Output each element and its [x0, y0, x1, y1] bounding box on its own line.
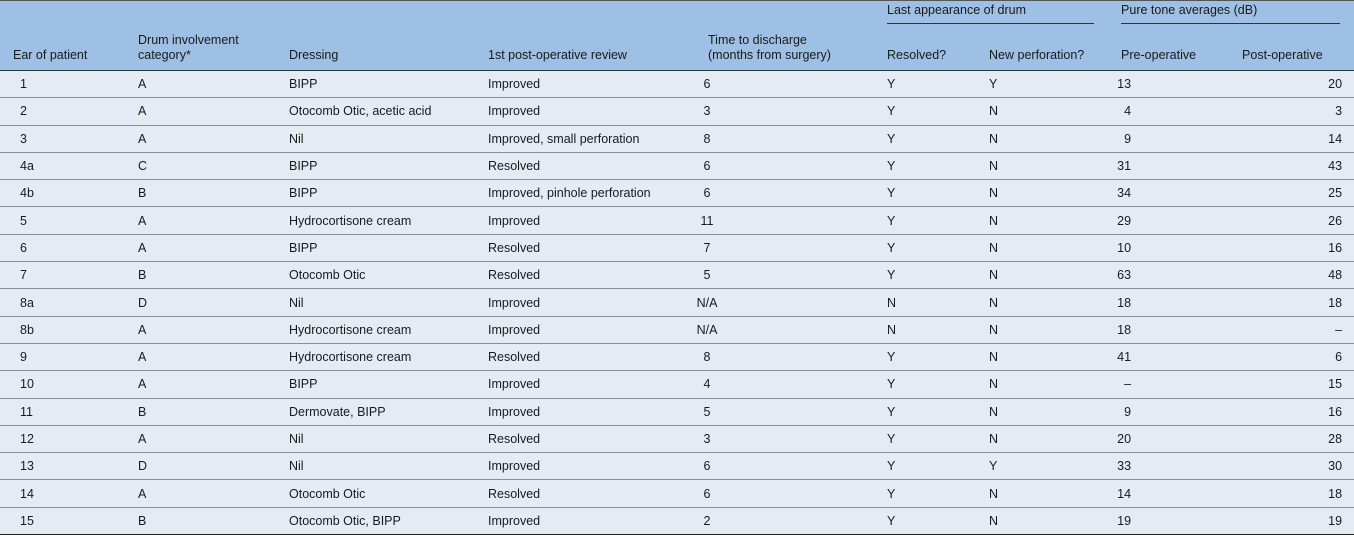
- cell-category: A: [125, 343, 276, 370]
- header-post-operative: Post-operative: [1229, 27, 1354, 71]
- cell-ear: 9: [0, 343, 125, 370]
- cell-new-perforation: N: [976, 398, 1108, 425]
- table-header: [0, 1, 1354, 71]
- cell-review: Improved: [475, 289, 695, 316]
- header-category: [125, 27, 276, 71]
- header-time-line1: Time to discharge: [708, 33, 807, 47]
- cell-post-operative: 16: [1229, 398, 1354, 425]
- cell-review: Improved: [475, 398, 695, 425]
- group-header-drum: [874, 1, 1108, 27]
- header-resolved: Resolved?: [874, 27, 976, 71]
- table-row: [0, 480, 1354, 507]
- cell-new-perforation: N: [976, 125, 1108, 152]
- cell-category: A: [125, 125, 276, 152]
- cell-new-perforation: N: [976, 207, 1108, 234]
- table-row: [0, 207, 1354, 234]
- cell-post-operative: 28: [1229, 425, 1354, 452]
- cell-new-perforation: N: [976, 262, 1108, 289]
- cell-post-operative: 20: [1229, 71, 1354, 98]
- cell-category: D: [125, 453, 276, 480]
- table-row: [0, 453, 1354, 480]
- cell-dressing: BIPP: [276, 152, 475, 179]
- cell-time-to-discharge: 5: [695, 398, 874, 425]
- cell-resolved: Y: [874, 180, 976, 207]
- cell-new-perforation: N: [976, 425, 1108, 452]
- cell-review: Resolved: [475, 262, 695, 289]
- header-new-perforation: New perforation?: [976, 27, 1108, 71]
- header-dressing: Dressing: [276, 27, 475, 71]
- header-category-line2: category*: [138, 48, 191, 62]
- cell-ear: 6: [0, 234, 125, 261]
- cell-resolved: Y: [874, 425, 976, 452]
- cell-post-operative: –: [1229, 316, 1354, 343]
- cell-ear: 4b: [0, 180, 125, 207]
- cell-ear: 12: [0, 425, 125, 452]
- cell-ear: 7: [0, 262, 125, 289]
- cell-category: A: [125, 316, 276, 343]
- cell-pre-operative: 31: [1108, 152, 1229, 179]
- header-spacer: [0, 1, 874, 27]
- table-row: [0, 98, 1354, 125]
- cell-new-perforation: N: [976, 234, 1108, 261]
- cell-pre-operative: 4: [1108, 98, 1229, 125]
- cell-category: A: [125, 371, 276, 398]
- cell-dressing: Nil: [276, 453, 475, 480]
- cell-ear: 4a: [0, 152, 125, 179]
- cell-post-operative: 18: [1229, 289, 1354, 316]
- cell-pre-operative: –: [1108, 371, 1229, 398]
- table-row: [0, 398, 1354, 425]
- cell-ear: 5: [0, 207, 125, 234]
- cell-review: Improved: [475, 507, 695, 534]
- cell-post-operative: 6: [1229, 343, 1354, 370]
- cell-pre-operative: 13: [1108, 71, 1229, 98]
- cell-resolved: Y: [874, 507, 976, 534]
- cell-pre-operative: 10: [1108, 234, 1229, 261]
- cell-dressing: Otocomb Otic, BIPP: [276, 507, 475, 534]
- cell-dressing: Nil: [276, 425, 475, 452]
- table-row: [0, 234, 1354, 261]
- header-pre-operative: Pre-operative: [1108, 27, 1229, 71]
- group-header-drum-label: Last appearance of drum: [887, 3, 1094, 24]
- cell-time-to-discharge: 3: [695, 98, 874, 125]
- cell-time-to-discharge: 7: [695, 234, 874, 261]
- cell-ear: 2: [0, 98, 125, 125]
- cell-resolved: Y: [874, 125, 976, 152]
- cell-review: Improved, small perforation: [475, 125, 695, 152]
- cell-category: A: [125, 425, 276, 452]
- header-review: 1st post-operative review: [475, 27, 695, 71]
- cell-dressing: Hydrocortisone cream: [276, 343, 475, 370]
- cell-category: C: [125, 152, 276, 179]
- cell-dressing: Hydrocortisone cream: [276, 316, 475, 343]
- cell-resolved: Y: [874, 152, 976, 179]
- cell-pre-operative: 18: [1108, 289, 1229, 316]
- cell-pre-operative: 41: [1108, 343, 1229, 370]
- cell-dressing: BIPP: [276, 71, 475, 98]
- cell-resolved: Y: [874, 343, 976, 370]
- cell-post-operative: 26: [1229, 207, 1354, 234]
- cell-post-operative: 19: [1229, 507, 1354, 534]
- cell-resolved: Y: [874, 71, 976, 98]
- cell-resolved: Y: [874, 398, 976, 425]
- cell-post-operative: 48: [1229, 262, 1354, 289]
- group-header-pta: [1108, 1, 1354, 27]
- cell-pre-operative: 19: [1108, 507, 1229, 534]
- cell-new-perforation: N: [976, 180, 1108, 207]
- cell-time-to-discharge: 3: [695, 425, 874, 452]
- cell-time-to-discharge: 6: [695, 480, 874, 507]
- cell-category: B: [125, 180, 276, 207]
- cell-post-operative: 25: [1229, 180, 1354, 207]
- cell-review: Resolved: [475, 343, 695, 370]
- cell-time-to-discharge: 6: [695, 152, 874, 179]
- cell-ear: 15: [0, 507, 125, 534]
- cell-dressing: BIPP: [276, 234, 475, 261]
- cell-pre-operative: 34: [1108, 180, 1229, 207]
- cell-review: Resolved: [475, 152, 695, 179]
- cell-new-perforation: N: [976, 152, 1108, 179]
- cell-time-to-discharge: N/A: [695, 316, 874, 343]
- cell-pre-operative: 14: [1108, 480, 1229, 507]
- cell-review: Improved: [475, 98, 695, 125]
- cell-new-perforation: N: [976, 316, 1108, 343]
- cell-ear: 8a: [0, 289, 125, 316]
- cell-new-perforation: N: [976, 371, 1108, 398]
- cell-category: A: [125, 480, 276, 507]
- table-row: [0, 371, 1354, 398]
- cell-pre-operative: 18: [1108, 316, 1229, 343]
- cell-review: Resolved: [475, 425, 695, 452]
- cell-ear: 13: [0, 453, 125, 480]
- header-time-line2: (months from surgery): [708, 48, 831, 62]
- cell-time-to-discharge: 8: [695, 125, 874, 152]
- cell-new-perforation: N: [976, 98, 1108, 125]
- cell-pre-operative: 20: [1108, 425, 1229, 452]
- header-category-line1: Drum involvement: [138, 33, 239, 47]
- cell-time-to-discharge: 2: [695, 507, 874, 534]
- table-body: [0, 71, 1354, 535]
- cell-resolved: Y: [874, 262, 976, 289]
- cell-ear: 11: [0, 398, 125, 425]
- cell-time-to-discharge: 6: [695, 453, 874, 480]
- cell-category: A: [125, 207, 276, 234]
- cell-review: Improved: [475, 371, 695, 398]
- cell-ear: 1: [0, 71, 125, 98]
- cell-post-operative: 14: [1229, 125, 1354, 152]
- cell-pre-operative: 29: [1108, 207, 1229, 234]
- table-row: [0, 343, 1354, 370]
- cell-dressing: Dermovate, BIPP: [276, 398, 475, 425]
- cell-review: Improved: [475, 207, 695, 234]
- cell-category: D: [125, 289, 276, 316]
- table-row: [0, 152, 1354, 179]
- cell-time-to-discharge: 6: [695, 180, 874, 207]
- cell-time-to-discharge: 4: [695, 371, 874, 398]
- group-header-pta-label: Pure tone averages (dB): [1121, 3, 1340, 24]
- cell-dressing: BIPP: [276, 180, 475, 207]
- cell-dressing: Otocomb Otic: [276, 262, 475, 289]
- table-row: [0, 289, 1354, 316]
- cell-dressing: BIPP: [276, 371, 475, 398]
- cell-time-to-discharge: 8: [695, 343, 874, 370]
- cell-post-operative: 3: [1229, 98, 1354, 125]
- cell-category: B: [125, 262, 276, 289]
- table-row: [0, 180, 1354, 207]
- cell-resolved: N: [874, 289, 976, 316]
- cell-new-perforation: N: [976, 507, 1108, 534]
- cell-dressing: Nil: [276, 125, 475, 152]
- cell-resolved: Y: [874, 98, 976, 125]
- cell-new-perforation: N: [976, 343, 1108, 370]
- header-time: [695, 27, 874, 71]
- cell-dressing: Nil: [276, 289, 475, 316]
- cell-dressing: Otocomb Otic: [276, 480, 475, 507]
- cell-review: Improved: [475, 316, 695, 343]
- cell-category: A: [125, 234, 276, 261]
- cell-category: A: [125, 98, 276, 125]
- cell-new-perforation: N: [976, 289, 1108, 316]
- cell-resolved: Y: [874, 480, 976, 507]
- cell-resolved: N: [874, 316, 976, 343]
- cell-review: Improved: [475, 71, 695, 98]
- cell-time-to-discharge: 5: [695, 262, 874, 289]
- cell-resolved: Y: [874, 234, 976, 261]
- cell-time-to-discharge: 6: [695, 71, 874, 98]
- cell-ear: 10: [0, 371, 125, 398]
- cell-resolved: Y: [874, 207, 976, 234]
- table-row: [0, 71, 1354, 98]
- cell-review: Resolved: [475, 480, 695, 507]
- cell-category: A: [125, 71, 276, 98]
- cell-category: B: [125, 507, 276, 534]
- table-row: [0, 262, 1354, 289]
- cell-new-perforation: Y: [976, 453, 1108, 480]
- table-row: [0, 125, 1354, 152]
- cell-review: Resolved: [475, 234, 695, 261]
- table-row: [0, 316, 1354, 343]
- cell-time-to-discharge: N/A: [695, 289, 874, 316]
- cell-resolved: Y: [874, 371, 976, 398]
- cell-ear: 8b: [0, 316, 125, 343]
- cell-new-perforation: N: [976, 480, 1108, 507]
- cell-post-operative: 43: [1229, 152, 1354, 179]
- cell-time-to-discharge: 11: [695, 207, 874, 234]
- cell-post-operative: 18: [1229, 480, 1354, 507]
- cell-dressing: Hydrocortisone cream: [276, 207, 475, 234]
- cell-pre-operative: 9: [1108, 125, 1229, 152]
- table-row: [0, 507, 1354, 534]
- cell-pre-operative: 63: [1108, 262, 1229, 289]
- table-row: [0, 425, 1354, 452]
- cell-ear: 3: [0, 125, 125, 152]
- cell-post-operative: 30: [1229, 453, 1354, 480]
- cell-new-perforation: Y: [976, 71, 1108, 98]
- header-ear: Ear of patient: [0, 27, 125, 71]
- cell-resolved: Y: [874, 453, 976, 480]
- cell-category: B: [125, 398, 276, 425]
- cell-review: Improved, pinhole perforation: [475, 180, 695, 207]
- cell-post-operative: 16: [1229, 234, 1354, 261]
- cell-pre-operative: 9: [1108, 398, 1229, 425]
- cell-pre-operative: 33: [1108, 453, 1229, 480]
- cell-post-operative: 15: [1229, 371, 1354, 398]
- cell-dressing: Otocomb Otic, acetic acid: [276, 98, 475, 125]
- cell-ear: 14: [0, 480, 125, 507]
- cell-review: Improved: [475, 453, 695, 480]
